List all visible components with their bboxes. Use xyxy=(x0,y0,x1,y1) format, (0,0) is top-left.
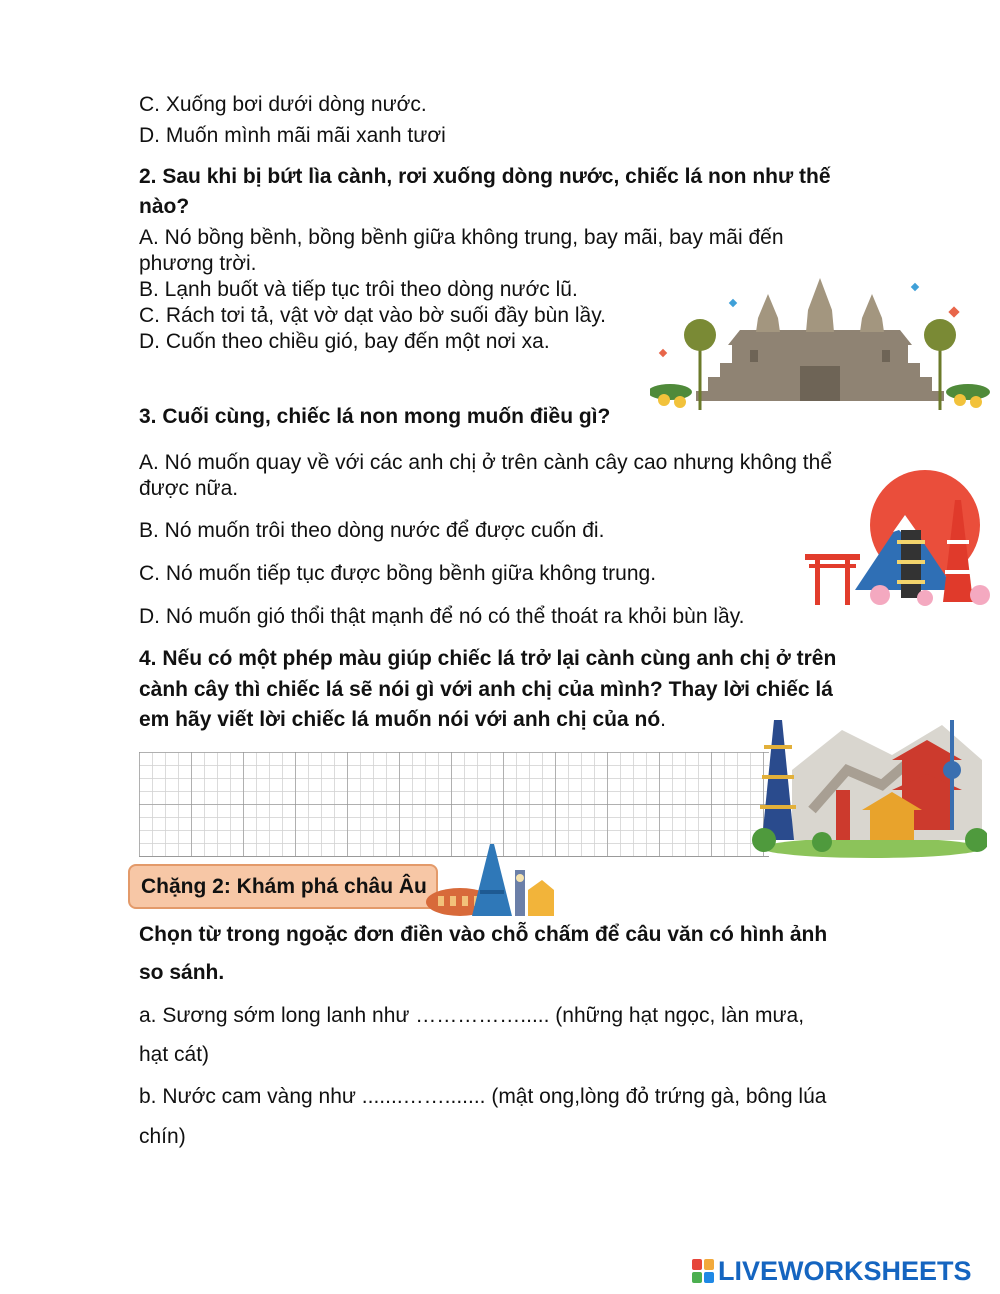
q2-option-a-line1: A. Nó bồng bềnh, bồng bềnh giữa không trung, bay mãi, bay mãi đến xyxy=(139,226,784,249)
q2-option-d: D. Cuốn theo chiều gió, bay đến một nơi xa. xyxy=(139,330,550,353)
item-a-line1: a. Sương sớm long lanh như ……………..... (những hạt ngọc, làn mưa, xyxy=(139,1004,805,1027)
angkor-temple-illustration xyxy=(650,270,990,415)
liveworksheets-logo[interactable] xyxy=(692,1256,972,1286)
liveworksheets-logo-text: LIVEWORKSHEETS xyxy=(718,1255,972,1286)
section2-instruction-line2: so sánh. xyxy=(139,961,225,984)
item-b-line2: chín) xyxy=(139,1125,186,1148)
q3-question: 3. Cuối cùng, chiếc lá non mong muốn điều gì? xyxy=(139,405,611,428)
china-landmarks-illustration xyxy=(752,700,987,860)
europe-landmarks-illustration xyxy=(420,840,555,918)
section2-instruction-line1: Chọn từ trong ngoặc đơn điền vào chỗ chấm để câu văn có hình ảnh xyxy=(139,923,828,946)
item-a-line2: hạt cát) xyxy=(139,1043,210,1066)
section2-title: Chặng 2: Khám phá châu Âu xyxy=(141,875,427,898)
japan-landmarks-illustration xyxy=(795,470,995,610)
q4-line3-wrap xyxy=(139,707,666,733)
q3-option-a-line1: A. Nó muốn quay về với các anh chị ở trên cành cây cao nhưng không thể xyxy=(139,451,832,474)
q3-option-c: C. Nó muốn tiếp tục được bồng bềnh giữa không trung. xyxy=(139,562,657,585)
q1-option-c: C. Xuống bơi dưới dòng nước. xyxy=(139,93,427,116)
item-b-line1: b. Nước cam vàng như .......……....... (mật ong,lòng đỏ trứng gà, bông lúa xyxy=(139,1085,827,1108)
q4-line2: cành cây thì chiếc lá sẽ nói gì với anh chị của mình? Thay lời chiếc lá xyxy=(139,678,833,701)
q3-option-a-line2: được nữa. xyxy=(139,477,239,500)
q4-line3: em hãy viết lời chiếc lá muốn nói với anh chị của nó xyxy=(139,708,661,731)
q2-option-c: C. Rách tơi tả, vật vờ dạt vào bờ suối đầy bùn lầy. xyxy=(139,304,606,327)
q2-question-line1: 2. Sau khi bị bứt lìa cành, rơi xuống dòng nước, chiếc lá non như thế xyxy=(139,165,831,188)
q3-option-b: B. Nó muốn trôi theo dòng nước để được cuốn đi. xyxy=(139,519,605,542)
section2-title-box xyxy=(128,864,438,909)
q3-option-d: D. Nó muốn gió thổi thật mạnh để nó có thể thoát ra khỏi bùn lầy. xyxy=(139,605,745,628)
q4-line1: 4. Nếu có một phép màu giúp chiếc lá trở lại cành cùng anh chị ở trên xyxy=(139,647,837,670)
q1-option-d: D. Muốn mình mãi mãi xanh tươi xyxy=(139,124,446,147)
q2-option-b: B. Lạnh buốt và tiếp tục trôi theo dòng nước lũ. xyxy=(139,278,578,301)
liveworksheets-logo-icon xyxy=(692,1259,714,1283)
q2-question-line2: nào? xyxy=(139,195,190,218)
q2-option-a-line2: phương trời. xyxy=(139,252,257,275)
q4-line3-end: . xyxy=(660,708,666,731)
